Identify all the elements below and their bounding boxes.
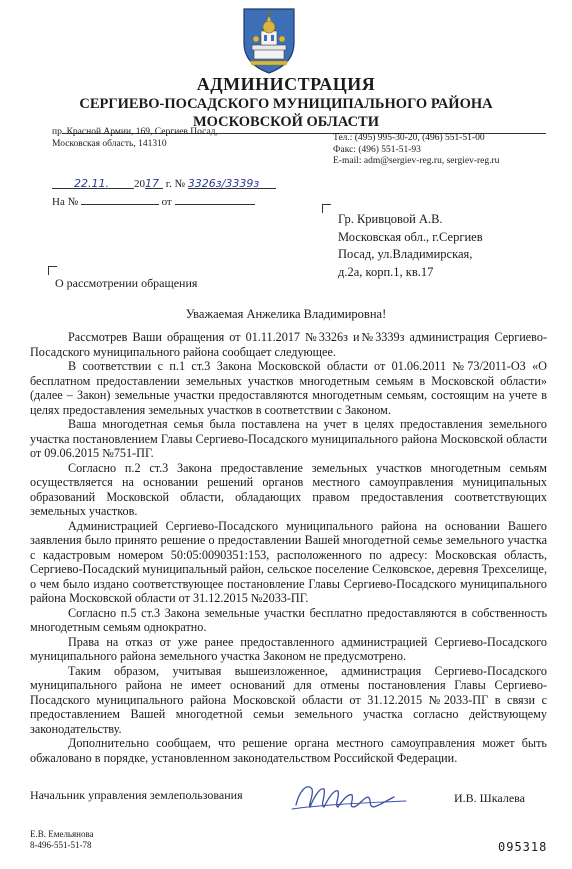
body-paragraph: Администрацией Сергиево-Посадского муниципального района на основании Вашего заявления было принято решение о предоставлении Вашей многодетной семье земельного участка с кадастровым номером 50:05:0090351:153, расположенного по адресу: Московская область, Сергиево-Посадский муниципальный район, сельское поселение Селковское, деревня Трехселище, о чем было издано соответствующее постановление Главы Сергиево-Посадского муниципального района Московской области от 31.12.2015 №2033-ПГ. xyxy=(30,518,547,605)
letter-greeting: Уважаемая Анжелика Владимировна! xyxy=(185,307,387,321)
recipient-corner-mark xyxy=(322,204,331,213)
executor-info xyxy=(30,829,94,851)
reference-line xyxy=(52,193,312,208)
date-handwritten: 22.11. xyxy=(74,177,109,190)
number-label: г. № xyxy=(165,178,186,190)
address-line: пр. Красной Армии, 169, Сергиев Посад, xyxy=(52,127,218,137)
year-handwritten: 17 xyxy=(145,177,159,190)
recipient-line: Гр. Кривцовой А.В. xyxy=(338,212,443,226)
organization-region: МОСКОВСКОЙ ОБЛАСТИ xyxy=(192,114,379,130)
executor-phone: 8-496-551-51-78 xyxy=(30,840,92,850)
coat-of-arms-emblem xyxy=(236,5,302,75)
executor-name: Е.В. Емельянова xyxy=(30,829,94,839)
address-line: Московская область, 141310 xyxy=(52,139,167,149)
reference-from-label: от xyxy=(161,196,172,208)
body-paragraph: Согласно п.2 ст.3 Закона предоставление земельных участков многодетным семьям осуществляется на основании решений органов местного самоуправления муниципальных образований Московской области, обладающих правом предоставления соответствующих земельных участков. xyxy=(30,460,547,518)
contact-line: Факс: (496) 551-51-93 xyxy=(333,144,421,155)
number-field xyxy=(188,177,276,189)
reference-label: На № xyxy=(52,196,79,208)
year-prefix: 20 xyxy=(134,178,145,190)
year-field xyxy=(145,177,163,189)
reference-date-field xyxy=(175,193,255,205)
body-paragraph: Согласно п.5 ст.3 Закона земельные участки бесплатно предоставляются в собственность многодетным семьям однократно. xyxy=(30,605,547,634)
document-serial-number: 095318 xyxy=(498,840,548,854)
body-paragraph: Таким образом, учитывая вышеизложенное, администрация Сергиево-Посадского муниципального района не имеет оснований для отмены постановления Главы Сергиево-Посадского муниципального района Московской области от 31.12.2015 №2033-ПГ в связи с предоставлением Вашей многодетной семьи земельного участка согласно действующему законодательству. xyxy=(30,663,547,736)
body-paragraph: Дополнительно сообщаем, что решение органа местного самоуправления может быть обжаловано в порядке, установленном законодательством Российской Федерации. xyxy=(30,736,547,765)
organization-address xyxy=(52,126,218,150)
body-paragraph: Права на отказ от уже ранее предоставленного администрацией Сергиево-Посадского муниципального района земельного участка Законом не предусмотрено. xyxy=(30,634,547,663)
recipient-address xyxy=(338,211,483,281)
number-handwritten: 3326з/3339з xyxy=(187,177,260,190)
reference-number-field xyxy=(81,193,159,205)
body-paragraph: В соответствии с п.1 ст.3 Закона Московской области от 01.06.2011 №73/2011-ОЗ «О бесплатном предоставлении земельных участков многодетным семьям в Московской области» (далее – Закон) земельные участки предоставляются многодетным семьям, состоящим на учете в целях предоставления земельных участков в соответствии с Законом. xyxy=(30,359,547,417)
letter-subject: О рассмотрении обращения xyxy=(55,276,198,290)
body-paragraph: Ваша многодетная семья была поставлена на учет в целях предоставления земельного участка постановлением Главы Сергиево-Посадского муниципального района Московской области от 09.06.2015 №751-ПГ. xyxy=(30,417,547,460)
registration-line xyxy=(52,177,322,190)
recipient-line: Посад, ул.Владимирская, xyxy=(338,247,473,261)
organization-title: АДМИНИСТРАЦИЯ xyxy=(196,74,376,94)
recipient-line: Московская обл., г.Сергиев xyxy=(338,229,483,244)
contact-line: E-mail: adm@sergiev-reg.ru, sergiev-reg.ru xyxy=(333,156,500,166)
organization-district: СЕРГИЕВО-ПОСАДСКОГО МУНИЦИПАЛЬНОГО РАЙОНА xyxy=(79,96,493,112)
signatory-name: И.В. Шкалева xyxy=(454,791,526,805)
handwritten-signature xyxy=(290,779,410,813)
organization-contacts xyxy=(333,133,499,168)
subject-corner-mark xyxy=(48,266,57,275)
date-field xyxy=(52,177,134,189)
body-paragraph: Рассмотрев Ваши обращения от 01.11.2017 №3326з и№3339з администрация Сергиево-Посадского муниципального района сообщает следующее. xyxy=(30,330,547,359)
contact-line: Тел.: (495) 995-30-20, (496) 551-51-00 xyxy=(333,133,485,143)
signatory-title: Начальник управления землепользования xyxy=(30,788,243,802)
recipient-line: д.2а, корп.1, кв.17 xyxy=(338,264,434,279)
letter-body xyxy=(30,330,547,765)
